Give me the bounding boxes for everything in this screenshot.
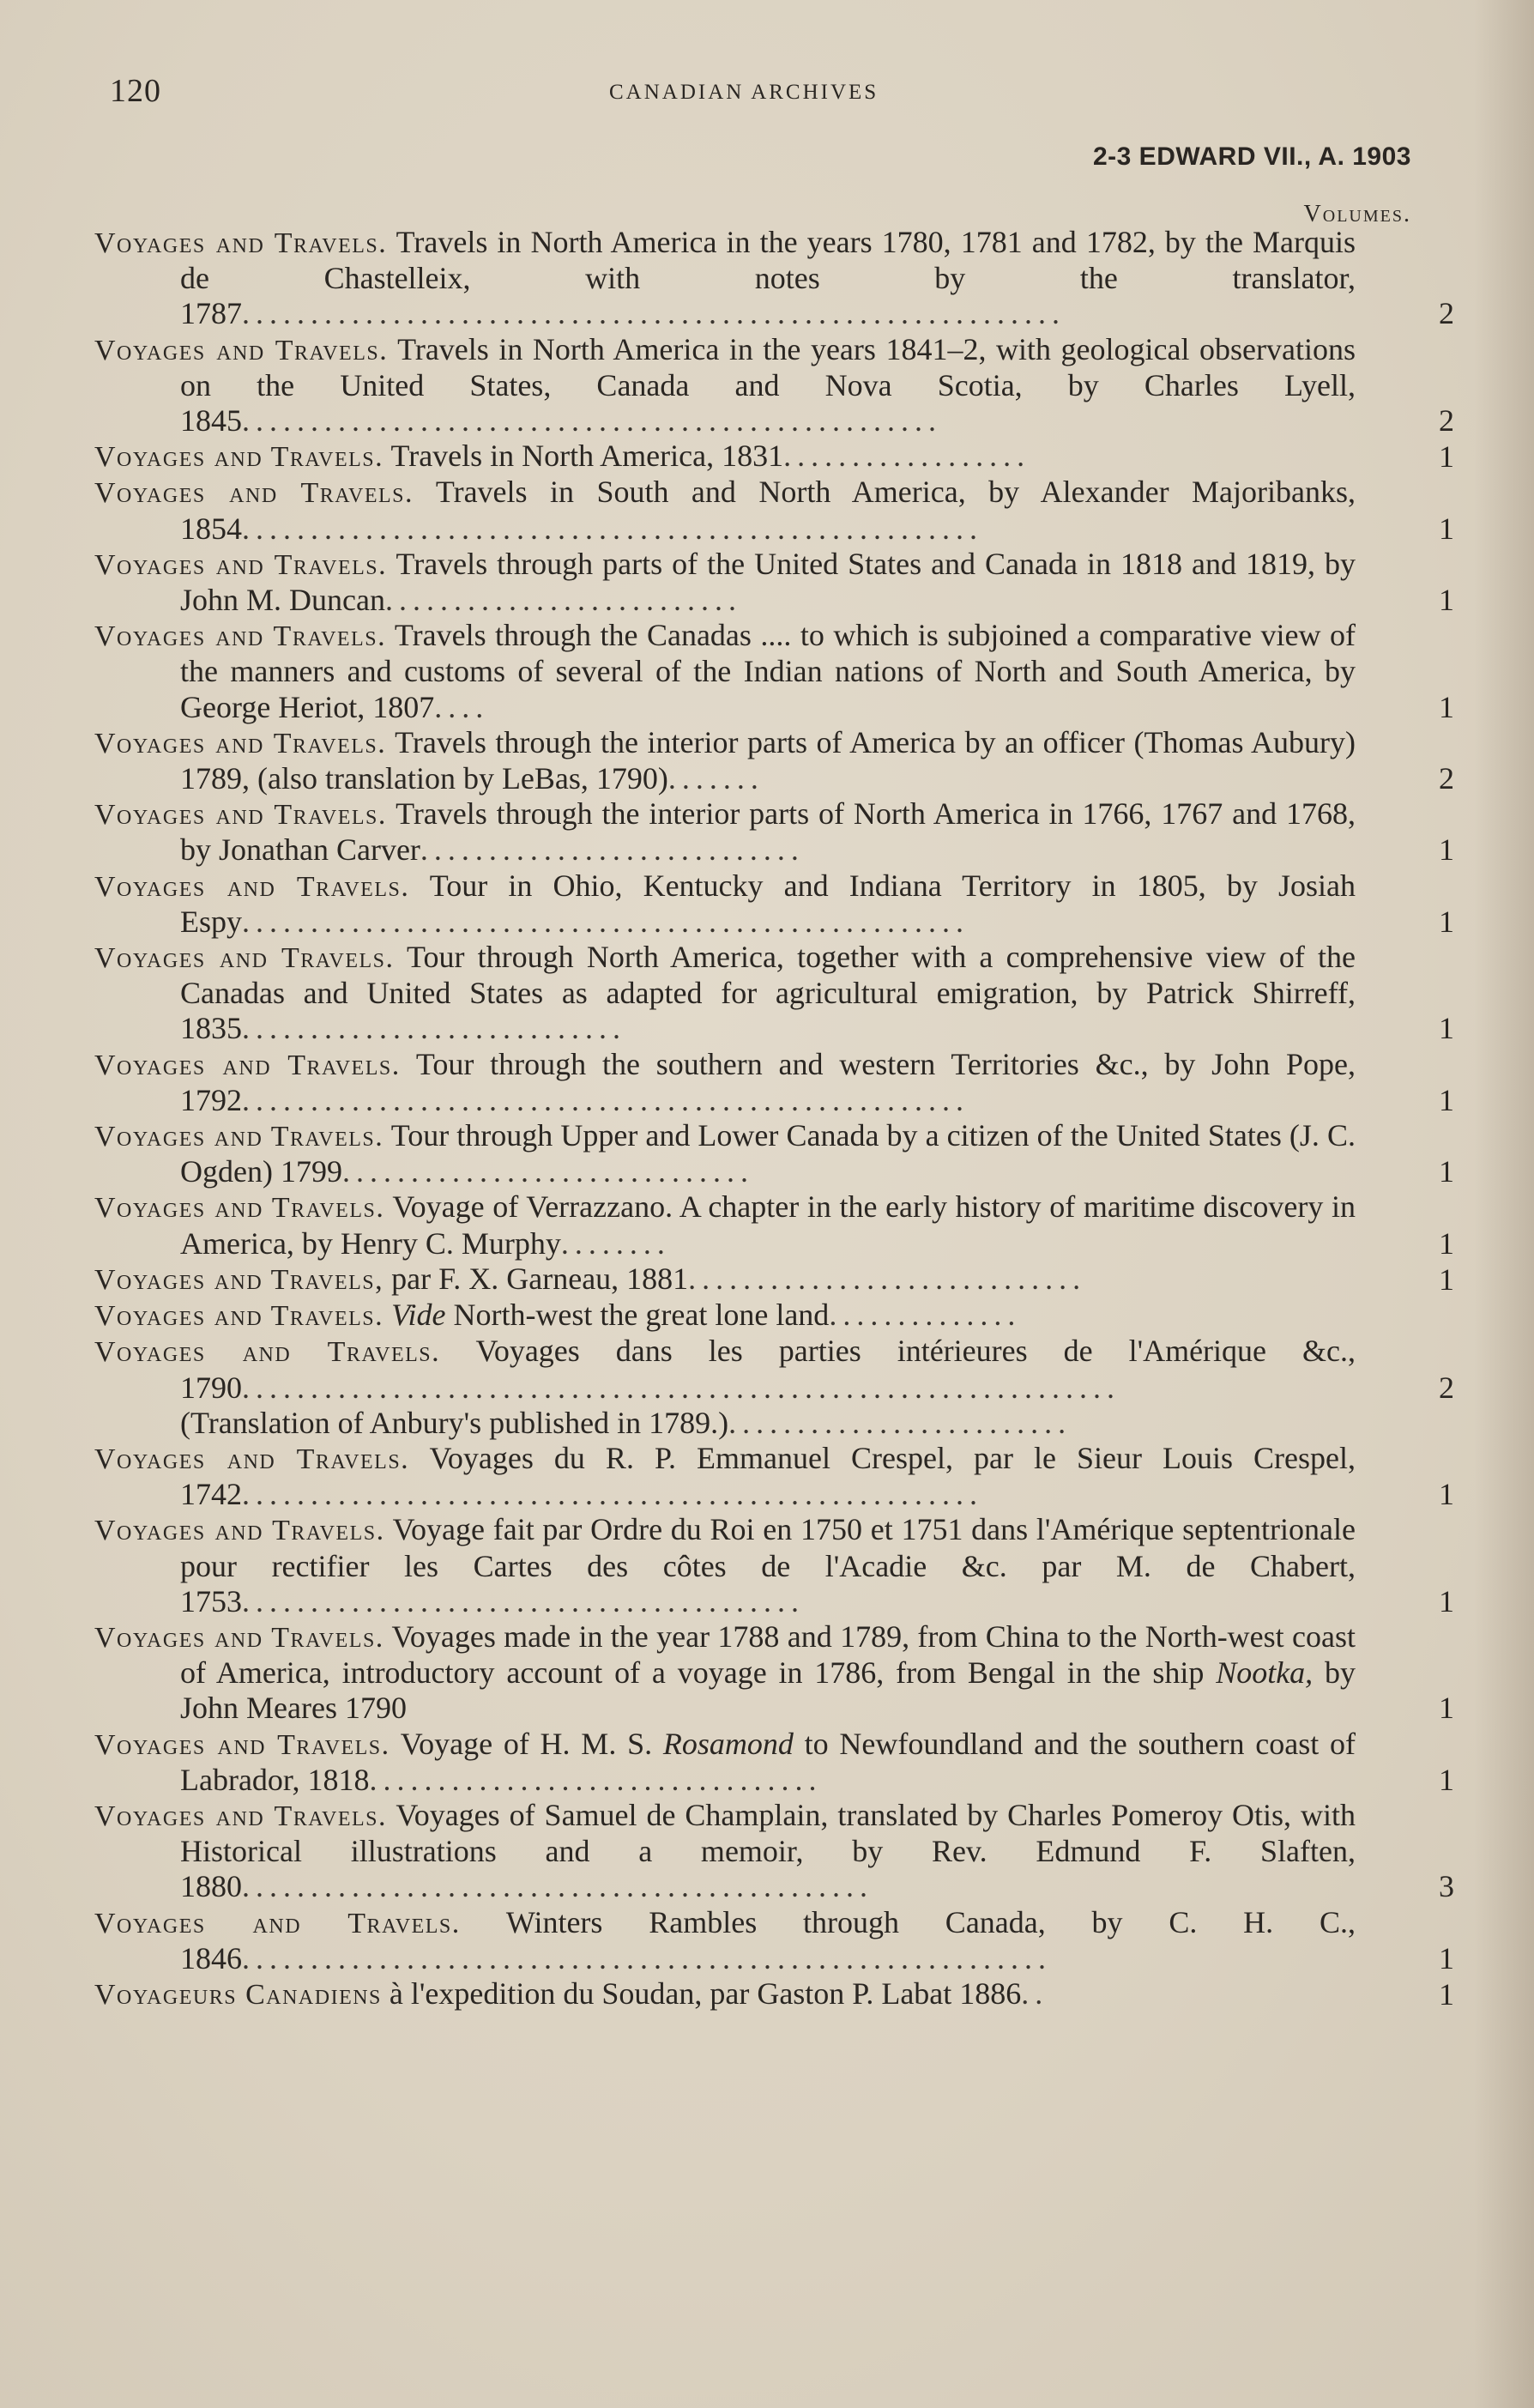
entry-italic-text: Vide: [391, 1298, 446, 1333]
catalogue-entry: [94, 868, 1454, 940]
volume-count: 1: [1439, 1477, 1454, 1512]
leader-dots: ........: [560, 1225, 671, 1261]
volume-count: 1: [1439, 439, 1454, 475]
volume-count: 1: [1439, 1976, 1454, 2012]
catalogue-entry: [94, 1046, 1454, 1118]
entry-text: Voyage of Verrazzano. A chapter in the early history of maritime discovery in America, by Henry C. Murphy: [180, 1189, 1356, 1261]
leader-dots: .................................: [369, 1762, 823, 1797]
entry-heading: Voyages and Travels.: [94, 620, 387, 653]
entry-italic-text: Rosamond: [662, 1726, 794, 1761]
volumes-column-heading: Volumes.: [1303, 201, 1411, 227]
leader-dots: ......................................................: [242, 1477, 983, 1512]
entry-heading: Voyages and Travels.: [94, 799, 387, 832]
entry-heading: Voyages and Travels.: [94, 1621, 384, 1654]
leader-dots: .........................................: [242, 1583, 805, 1618]
entry-text: Travels in North America in the years 1780, 1781 and 1782, by the Marquis de Chastelleix, with notes by the translator, 1787: [180, 225, 1356, 331]
leader-dots: ............................: [420, 832, 805, 868]
entry-text: North-west the great lone land: [445, 1298, 830, 1333]
volume-count: 2: [1439, 1370, 1454, 1405]
leader-dots: ..............................: [341, 1154, 754, 1189]
leader-dots: ..........................: [384, 583, 742, 618]
volume-count: 1: [1439, 689, 1454, 724]
volume-count: 1: [1439, 832, 1454, 868]
volume-count: 1: [1439, 1011, 1454, 1046]
entry-text: Voyages du R. P. Emmanuel Crespel, par le Sieur Louis Crespel, 1742: [180, 1440, 1356, 1512]
volume-count: 1: [1439, 583, 1454, 618]
volume-count: 1: [1439, 1261, 1454, 1297]
catalogue-entry: [94, 1618, 1454, 1727]
entry-text: Voyages made in the year 1788 and 1789, from China to the North-west coast of America, introductory account of a voyage in 1786, from Bengal in the ship: [180, 1618, 1356, 1691]
volume-count: 1: [1439, 511, 1454, 546]
entry-heading: Voyages and Travels.: [94, 1443, 410, 1475]
leader-dots: ..................: [783, 439, 1031, 474]
entry-text: Travels in North America in the years 1841–2, with geological observations on the United States, Canada and Nova Scotia, by Charles Lyell, 1845: [180, 331, 1356, 439]
entry-heading: Voyages and Travels.: [94, 1121, 384, 1153]
catalogue-entry: [94, 1334, 1454, 1405]
entry-text: Voyage fait par Ordre du Roi en 1750 et 1751 dans l'Amérique septentrionale pour rectifier les Cartes des côtes de l'Acadie &c. par M. de Chabert, 1753: [180, 1512, 1356, 1618]
volume-count: 1: [1439, 1154, 1454, 1189]
leader-dots: ............................: [242, 1011, 626, 1046]
catalogue-entry: [94, 618, 1454, 725]
leader-dots: .........................: [728, 1405, 1072, 1440]
leader-dots: .......: [667, 761, 764, 796]
catalogue-entry: [94, 1440, 1454, 1512]
volume-count: 1: [1439, 1082, 1454, 1117]
session-heading: 2-3 EDWARD VII., A. 1903: [1092, 142, 1411, 171]
leader-dots: ...................................................: [242, 403, 942, 439]
entry-text: à l'expedition du Soudan, par Gaston P. Labat 1886: [381, 1975, 1022, 2011]
entry-heading: Voyages and Travels.: [94, 870, 410, 903]
leader-dots: .....................................................: [242, 1082, 969, 1117]
entry-heading: Voyages and Travels.: [94, 1907, 461, 1939]
entry-text: Travels through parts of the United States and Canada in 1818 and 1819, by John M. Duncan: [180, 546, 1356, 618]
entry-text: par F. X. Garneau, 1881: [384, 1261, 689, 1296]
leader-dots: ......................................................: [242, 511, 983, 546]
leader-dots: ..............: [829, 1298, 1022, 1333]
entry-text: Travels through the interior parts of North America in 1766, 1767 and 1768, by Jonathan Carver: [180, 796, 1356, 868]
entry-heading: Voyages and Travels.: [94, 1800, 388, 1832]
catalogue-entry: [94, 1797, 1454, 1905]
leader-dots: ..............................................: [242, 1869, 873, 1904]
catalogue-entry: [94, 225, 1454, 332]
catalogue-entry: [94, 724, 1454, 796]
entry-text: Travels in South and North America, by Alexander Majoribanks, 1854: [180, 475, 1356, 546]
entry-italic-text: Nootka,: [1216, 1655, 1314, 1691]
catalogue-entry: [94, 546, 1454, 618]
catalogue-entry: [94, 1904, 1454, 1976]
catalogue-entry: [94, 331, 1454, 439]
volume-count: 1: [1439, 1691, 1454, 1726]
catalogue-entry: [94, 1726, 1454, 1798]
entry-text: Tour in Ohio, Kentucky and Indiana Territory in 1805, by Josiah Espy: [180, 868, 1356, 939]
entry-heading: Voyages and Travels.: [94, 1336, 441, 1369]
catalogue-entry: [94, 1261, 1454, 1298]
volume-count: 3: [1439, 1869, 1454, 1904]
volume-count: 1: [1439, 1762, 1454, 1797]
entry-heading: Voyages and Travels.: [94, 942, 395, 975]
volume-count: 2: [1439, 296, 1454, 331]
leader-dots: ...........................................................: [242, 1940, 1052, 1975]
entry-text: Travels through the interior parts of America by an officer (Thomas Aubury) 1789, (also translation by LeBas, 1790): [180, 724, 1356, 796]
entry-heading: Voyages and Travels.: [94, 227, 388, 259]
volume-count: 1: [1439, 1940, 1454, 1975]
volume-count: 1: [1439, 1583, 1454, 1618]
entry-text: Tour through the southern and western Territories &c., by John Pope, 1792: [180, 1046, 1356, 1117]
page-number: 120: [110, 73, 161, 109]
leader-dots: .............................: [688, 1261, 1087, 1296]
catalogue-entry: [94, 940, 1454, 1047]
entry-heading: Voyages and Travels.: [94, 1300, 384, 1333]
entry-heading: Voyageurs Canadiens: [94, 1978, 382, 2011]
entry-heading: Voyages and Travels.: [94, 727, 387, 759]
catalogue-entry: [94, 475, 1454, 546]
entry-text: Tour through Upper and Lower Canada by a citizen of the United States (J. C. Ogden) 1799: [180, 1118, 1356, 1189]
entry-heading: Voyages and Travels.: [94, 441, 384, 474]
running-head: CANADIAN ARCHIVES: [609, 81, 879, 104]
catalogue-entry: [94, 1975, 1454, 2012]
catalogue-entries: [94, 225, 1454, 2012]
page-edge-shading: [1474, 0, 1534, 2408]
entry-text: Winters Rambles through Canada, by C. H. C., 1846: [180, 1904, 1356, 1975]
entry-heading: Voyages and Travels.: [94, 477, 414, 510]
volume-count: 2: [1439, 761, 1454, 796]
volume-count: 2: [1439, 403, 1454, 439]
entry-heading: Voyages and Travels.: [94, 1515, 385, 1547]
entry-heading: Voyages and Travels,: [94, 1263, 384, 1296]
volume-count: 1: [1439, 1225, 1454, 1261]
catalogue-entry: [94, 796, 1454, 868]
catalogue-entry: [94, 1512, 1454, 1619]
entry-text: to Newfoundland and the southern coast of Labrador, 1818: [180, 1726, 1356, 1797]
leader-dots: ..: [1021, 1975, 1049, 2011]
catalogue-entry: [94, 1118, 1454, 1189]
leader-dots: .....................................................: [242, 904, 969, 939]
entry-heading: Voyages and Travels.: [94, 1728, 390, 1761]
catalogue-entry: [94, 1189, 1454, 1261]
entry-text: (Translation of Anbury's published in 1789.): [180, 1405, 729, 1440]
catalogue-entry: [94, 1298, 1356, 1334]
entry-text: Voyage of H. M. S.: [390, 1726, 663, 1761]
leader-dots: ............................................................: [242, 296, 1066, 331]
catalogue-entry: [94, 1406, 1356, 1441]
leader-dots: ....: [434, 689, 490, 724]
entry-text: by John Meares 1790: [180, 1655, 1356, 1726]
entry-text: Voyages dans les parties intérieures de l'Amérique &c., 1790: [180, 1334, 1356, 1405]
entry-heading: Voyages and Travels.: [94, 548, 388, 581]
entry-heading: Voyages and Travels.: [94, 334, 389, 366]
entry-text: Tour through North America, together with a comprehensive view of the Canadas and United States as adapted for agricultural emigration, by Patrick Shirreff, 1835: [180, 940, 1356, 1046]
entry-text: Travels through the Canadas .... to which is subjoined a comparative view of the manners and customs of several of the Indian nations of North and South America, by George Heriot, 1807: [180, 618, 1356, 724]
entry-heading: Voyages and Travels.: [94, 1049, 401, 1081]
entry-heading: Voyages and Travels.: [94, 1192, 385, 1225]
leader-dots: ................................................................: [242, 1370, 1120, 1405]
catalogue-entry: [94, 439, 1454, 475]
entry-text: [384, 1298, 391, 1332]
entry-text: Voyages of Samuel de Champlain, translated by Charles Pomeroy Otis, with Historical illustrations and a memoir, by Rev. Edmund F. Slaften, 1880: [180, 1797, 1356, 1904]
entry-text: Travels in North America, 1831: [384, 439, 784, 474]
volume-count: 1: [1439, 904, 1454, 939]
